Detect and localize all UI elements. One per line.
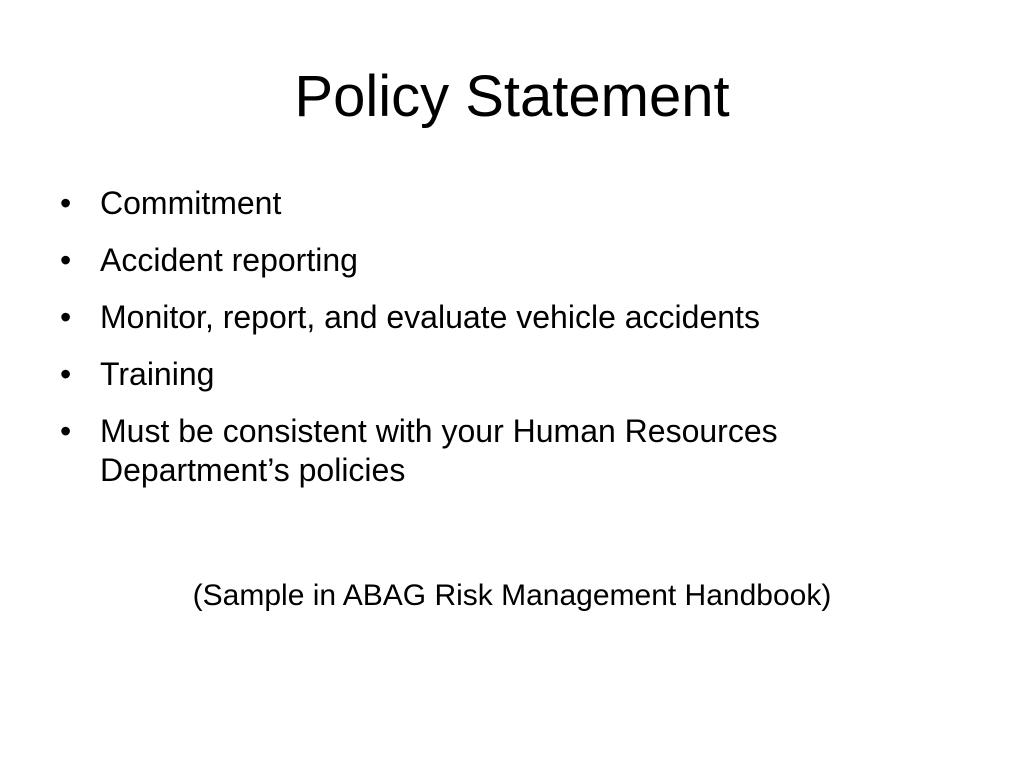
bullet-icon: •	[60, 299, 72, 335]
bullet-icon: •	[60, 356, 72, 392]
bullet-icon: •	[60, 413, 72, 449]
slide-title: Policy Statement	[294, 64, 730, 129]
bullet-text: Monitor, report, and evaluate vehicle accidents	[100, 299, 760, 335]
bullet-text: Training	[100, 356, 215, 392]
bullet-list	[55, 184, 975, 508]
bullet-item-training	[55, 355, 975, 394]
sample-note: (Sample in ABAG Risk Management Handbook)	[192, 579, 832, 612]
bullet-text: Commitment	[100, 185, 282, 221]
bullet-text: Must be consistent with your Human Resources Department’s policies	[100, 413, 778, 488]
bullet-item-commitment	[55, 184, 975, 223]
bullet-icon: •	[60, 185, 72, 221]
bullet-icon: •	[60, 242, 72, 278]
bullet-item-hr-consistency	[55, 412, 975, 490]
bullet-text: Accident reporting	[100, 242, 358, 278]
bullet-item-accident-reporting	[55, 241, 975, 280]
bullet-item-monitor-report-evaluate	[55, 298, 975, 337]
